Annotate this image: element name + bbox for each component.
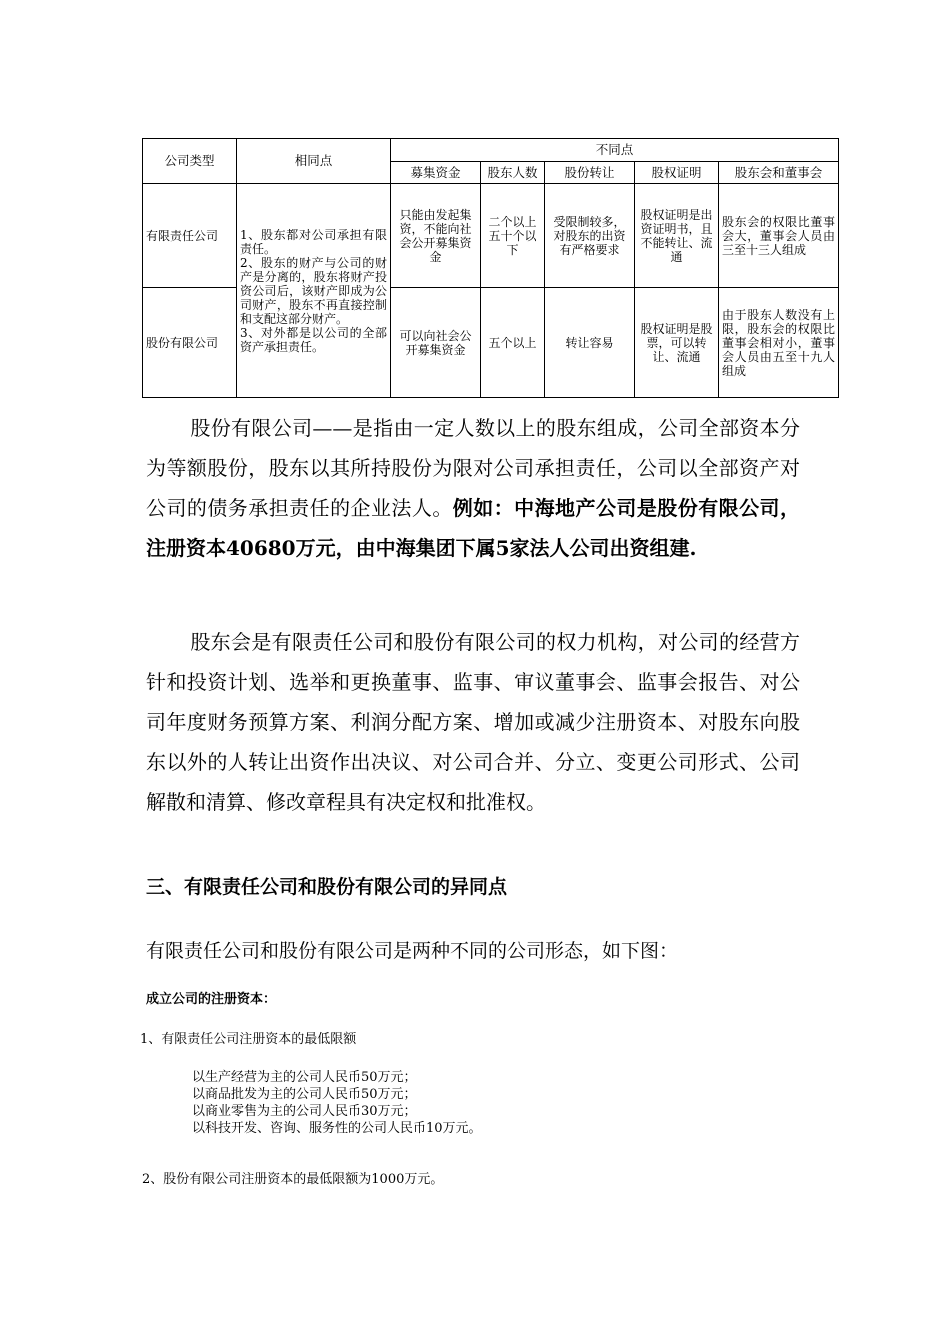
table-cell: 由于股东人数没有上限，股东会的权限比董事会相对小，董事会人员由五至十九人组成: [719, 288, 839, 398]
list-item: 以商品批发为主的公司人民币50万元；: [192, 1087, 417, 1102]
section-heading: 三、有限责任公司和股份有限公司的异同点: [146, 876, 508, 898]
table-row: [143, 184, 839, 288]
table-cell: 五个以上: [481, 288, 545, 398]
header-col: 股东会和董事会: [719, 162, 839, 184]
table-cell: 股权证明是股票，可以转让、流通: [635, 288, 719, 398]
header-col: 股份转让: [545, 162, 635, 184]
table-cell: 二个以上五十个以下: [481, 184, 545, 288]
table-cell: 股权证明是出资证明书，且不能转让、流通: [635, 184, 719, 288]
paragraph-text: 股东会是有限责任公司和股份有限公司的权力机构，对公司的经营方针和投资计划、选举和更换董事、监事、审议董事会、监事会报告、对公司年度财务预算方案、利润分配方案、增加或减少注册资本、对股东向股东以外的人转让出资作出决议、对公司合并、分立、变更公司形式、公司解散和清算、修改章程具有决定权和批准权。: [146, 630, 800, 814]
paragraph-text: 股份有限公司——是指由一定人数以上的股东组成，公司全部资本分为等额股份，股东以其所持股份为限对公司承担责任，公司以全部资产对公司的债务承担责任的企业法人。: [146, 416, 800, 520]
row-type: 有限责任公司: [143, 184, 237, 288]
header-same: 相同点: [237, 139, 391, 184]
header-col: 股权证明: [635, 162, 719, 184]
list-item: 以生产经营为主的公司人民币50万元；: [192, 1070, 417, 1085]
comparison-table: [142, 138, 839, 398]
paragraph-shareholders-meeting: [146, 622, 800, 822]
paragraph-company-definition: [146, 408, 800, 568]
table-cell: 只能由发起集资，不能向社会公开募集资金: [391, 184, 481, 288]
header-diff: 不同点: [391, 139, 839, 162]
header-col: 股东人数: [481, 162, 545, 184]
row-type: 股份有限公司: [143, 288, 237, 398]
list-item: 以科技开发、咨询、服务性的公司人民币10万元。: [192, 1121, 482, 1136]
sub-heading: 成立公司的注册资本：: [146, 992, 277, 1007]
header-company-type: 公司类型: [143, 139, 237, 184]
table-cell: 可以向社会公开募集资金: [391, 288, 481, 398]
table-cell: 受限制较多，对股东的出资有严格要求: [545, 184, 635, 288]
list-item: 1、有限责任公司注册资本的最低限额: [140, 1032, 357, 1047]
list-item: 2、股份有限公司注册资本的最低限额为1000万元。: [142, 1172, 444, 1187]
list-item: 以商业零售为主的公司人民币30万元；: [192, 1104, 417, 1119]
capital-list: [192, 1069, 482, 1137]
intro-text: 有限责任公司和股份有限公司是两种不同的公司形态，如下图：: [146, 940, 679, 962]
example-text: 例如：中海地产公司是股份有限公司，注册资本40680万元，由中海集团下属5家法人公司出资组建.: [146, 496, 801, 560]
table-cell: 转让容易: [545, 288, 635, 398]
same-points: 1、股东都对公司承担有限责任。 2、股东的财产与公司的财产是分离的，股东将财产投资公司后，该财产即成为公司财产，股东不再直接控制和支配这部分财产。 3、对外都是以公司的全部资产承担责任。: [237, 184, 391, 398]
header-col: 募集资金: [391, 162, 481, 184]
table-cell: 股东会的权限比董事会大，董事会人员由三至十三人组成: [719, 184, 839, 288]
